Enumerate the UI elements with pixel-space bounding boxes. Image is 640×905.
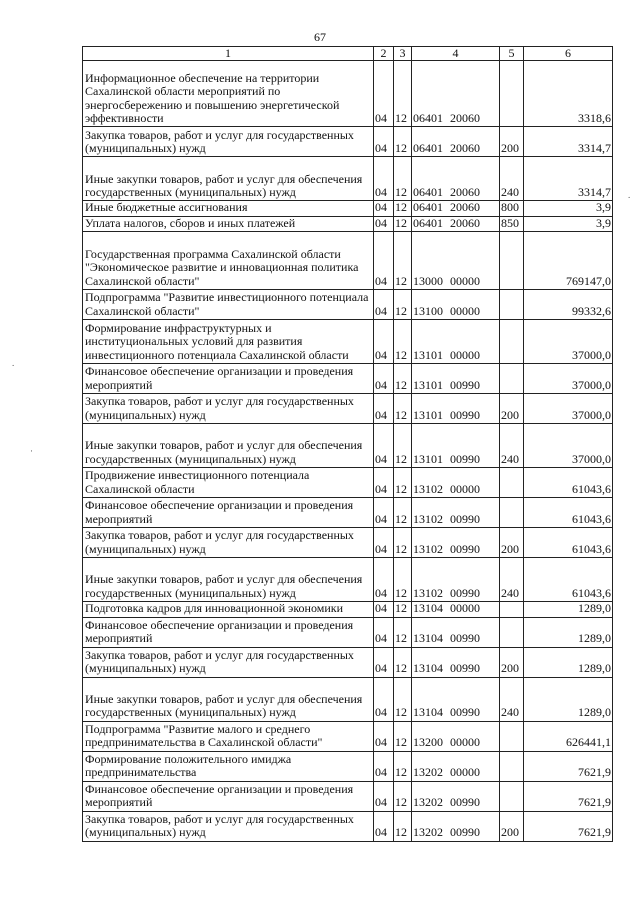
header-col-5: 5 [500,47,524,61]
row-expense-type: 240 [500,424,524,468]
scan-mark: . [628,190,631,200]
table-row [83,498,613,528]
row-amount: 61043,6 [524,528,613,558]
row-amount: 37000,0 [524,394,613,424]
row-subsection-code: 12 [394,290,412,320]
row-section-code: 04 [374,424,394,468]
row-target-code: 06401 20060 [412,157,500,201]
row-target-code: 13104 00990 [412,647,500,677]
page-number: 67 [314,30,326,44]
row-subsection-code: 12 [394,721,412,751]
table-row [83,232,613,290]
row-subsection-code: 12 [394,751,412,781]
table-header-row [83,47,613,61]
row-subsection-code: 12 [394,127,412,157]
row-expense-type [500,602,524,617]
row-target-code: 13202 00000 [412,751,500,781]
row-subsection-code: 12 [394,424,412,468]
row-section-code: 04 [374,320,394,364]
row-name: Государственная программа Сахалинской области "Экономическое развитие и инновационная политика Сахалинской области" [83,232,374,290]
row-subsection-code: 12 [394,320,412,364]
table-body [83,47,613,842]
row-amount: 3,9 [524,216,613,231]
header-col-4: 4 [412,47,500,61]
table-row [83,677,613,721]
row-target-code: 13202 00990 [412,781,500,811]
row-expense-type [500,751,524,781]
row-expense-type [500,320,524,364]
row-section-code: 04 [374,811,394,841]
row-amount: 37000,0 [524,364,613,394]
header-col-1: 1 [83,47,374,61]
table-row [83,157,613,201]
row-target-code: 13102 00990 [412,558,500,602]
table-row [83,424,613,468]
row-name: Иные закупки товаров, работ и услуг для обеспечения государственных (муниципальных) нужд [83,677,374,721]
row-expense-type: 200 [500,811,524,841]
row-name: Подпрограмма "Развитие инвестиционного потенциала Сахалинской области" [83,290,374,320]
row-expense-type [500,364,524,394]
row-expense-type: 200 [500,127,524,157]
row-target-code: 13202 00990 [412,811,500,841]
table-row [83,528,613,558]
row-name: Финансовое обеспечение организации и проведения мероприятий [83,364,374,394]
row-target-code: 13101 00990 [412,394,500,424]
row-target-code: 13102 00990 [412,528,500,558]
row-subsection-code: 12 [394,157,412,201]
row-subsection-code: 12 [394,811,412,841]
row-section-code: 04 [374,602,394,617]
row-name: Уплата налогов, сборов и иных платежей [83,216,374,231]
row-amount: 1289,0 [524,602,613,617]
row-amount: 99332,6 [524,290,613,320]
row-amount: 61043,6 [524,498,613,528]
row-section-code: 04 [374,290,394,320]
header-col-2: 2 [374,47,394,61]
table-row [83,320,613,364]
row-section-code: 04 [374,751,394,781]
row-name: Формирование инфраструктурных и институциональных условий для развития инвестиционного потенциала Сахалинской области [83,320,374,364]
scan-mark: . [12,358,15,368]
row-expense-type [500,721,524,751]
row-section-code: 04 [374,721,394,751]
row-section-code: 04 [374,498,394,528]
row-section-code: 04 [374,364,394,394]
row-expense-type [500,290,524,320]
row-amount: 769147,0 [524,232,613,290]
row-amount: 7621,9 [524,781,613,811]
row-subsection-code: 12 [394,498,412,528]
row-name: Закупка товаров, работ и услуг для государственных (муниципальных) нужд [83,127,374,157]
row-target-code: 13200 00000 [412,721,500,751]
row-subsection-code: 12 [394,558,412,602]
row-subsection-code: 12 [394,232,412,290]
row-expense-type: 200 [500,394,524,424]
row-name: Финансовое обеспечение организации и проведения мероприятий [83,498,374,528]
row-expense-type: 200 [500,528,524,558]
row-name: Подготовка кадров для инновационной экономики [83,602,374,617]
row-amount: 37000,0 [524,320,613,364]
row-target-code: 13104 00000 [412,602,500,617]
row-target-code: 06401 20060 [412,216,500,231]
row-subsection-code: 12 [394,647,412,677]
table-row [83,201,613,216]
row-section-code: 04 [374,127,394,157]
row-target-code: 13100 00000 [412,290,500,320]
budget-table [82,46,613,842]
row-amount: 626441,1 [524,721,613,751]
row-name: Закупка товаров, работ и услуг для государственных (муниципальных) нужд [83,528,374,558]
row-subsection-code: 12 [394,781,412,811]
row-target-code: 13101 00990 [412,364,500,394]
row-target-code: 13101 00000 [412,320,500,364]
table-row [83,394,613,424]
row-target-code: 13104 00990 [412,617,500,647]
row-expense-type: 200 [500,647,524,677]
row-section-code: 04 [374,216,394,231]
header-col-3: 3 [394,47,412,61]
row-section-code: 04 [374,394,394,424]
row-amount: 3314,7 [524,127,613,157]
row-name: Закупка товаров, работ и услуг для государственных (муниципальных) нужд [83,647,374,677]
row-amount: 3,9 [524,201,613,216]
row-amount: 1289,0 [524,647,613,677]
table-row [83,602,613,617]
row-amount: 1289,0 [524,677,613,721]
row-target-code: 13102 00000 [412,468,500,498]
row-name: Иные закупки товаров, работ и услуг для обеспечения государственных (муниципальных) нужд [83,424,374,468]
table-row [83,127,613,157]
table-row [83,558,613,602]
table-row [83,811,613,841]
row-target-code: 13104 00990 [412,677,500,721]
row-section-code: 04 [374,528,394,558]
table-row [83,617,613,647]
row-name: Финансовое обеспечение организации и проведения мероприятий [83,617,374,647]
row-amount: 7621,9 [524,811,613,841]
row-expense-type [500,617,524,647]
row-section-code: 04 [374,558,394,602]
row-amount: 3318,6 [524,61,613,127]
row-subsection-code: 12 [394,602,412,617]
row-expense-type: 800 [500,201,524,216]
row-subsection-code: 12 [394,617,412,647]
row-section-code: 04 [374,781,394,811]
row-subsection-code: 12 [394,394,412,424]
row-subsection-code: 12 [394,528,412,558]
row-section-code: 04 [374,677,394,721]
row-amount: 7621,9 [524,751,613,781]
row-expense-type: 850 [500,216,524,231]
row-target-code: 06401 20060 [412,127,500,157]
table-row [83,290,613,320]
table-row [83,721,613,751]
row-section-code: 04 [374,468,394,498]
table-row [83,468,613,498]
row-expense-type: 240 [500,157,524,201]
row-section-code: 04 [374,617,394,647]
row-section-code: 04 [374,61,394,127]
row-subsection-code: 12 [394,216,412,231]
table-row [83,364,613,394]
table-row [83,647,613,677]
row-subsection-code: 12 [394,468,412,498]
row-name: Закупка товаров, работ и услуг для государственных (муниципальных) нужд [83,394,374,424]
row-section-code: 04 [374,201,394,216]
row-name: Подпрограмма "Развитие малого и среднего предпринимательства в Сахалинской области" [83,721,374,751]
row-expense-type: 240 [500,677,524,721]
row-target-code: 06401 20060 [412,61,500,127]
row-subsection-code: 12 [394,677,412,721]
table-row [83,61,613,127]
header-col-6: 6 [524,47,613,61]
row-target-code: 13000 00000 [412,232,500,290]
row-amount: 1289,0 [524,617,613,647]
row-amount: 61043,6 [524,468,613,498]
row-name: Финансовое обеспечение организации и проведения мероприятий [83,781,374,811]
row-target-code: 06401 20060 [412,201,500,216]
row-name: Информационное обеспечение на территории Сахалинской области мероприятий по энергосбережению и повышению энергетической эффективности [83,61,374,127]
row-name: Иные закупки товаров, работ и услуг для обеспечения государственных (муниципальных) нужд [83,558,374,602]
row-subsection-code: 12 [394,364,412,394]
table-row [83,751,613,781]
row-target-code: 13102 00990 [412,498,500,528]
row-expense-type [500,468,524,498]
row-name: Иные закупки товаров, работ и услуг для обеспечения государственных (муниципальных) нужд [83,157,374,201]
row-name: Закупка товаров, работ и услуг для государственных (муниципальных) нужд [83,811,374,841]
row-expense-type: 240 [500,558,524,602]
table-row [83,216,613,231]
scan-mark: · [30,446,33,456]
row-subsection-code: 12 [394,61,412,127]
row-name: Формирование положительного имиджа предпринимательства [83,751,374,781]
row-section-code: 04 [374,647,394,677]
row-section-code: 04 [374,232,394,290]
row-expense-type [500,232,524,290]
row-amount: 61043,6 [524,558,613,602]
table-row [83,781,613,811]
row-section-code: 04 [374,157,394,201]
row-expense-type [500,498,524,528]
row-expense-type [500,781,524,811]
row-amount: 3314,7 [524,157,613,201]
row-name: Продвижение инвестиционного потенциала Сахалинской области [83,468,374,498]
row-name: Иные бюджетные ассигнования [83,201,374,216]
row-subsection-code: 12 [394,201,412,216]
row-expense-type [500,61,524,127]
row-amount: 37000,0 [524,424,613,468]
row-target-code: 13101 00990 [412,424,500,468]
